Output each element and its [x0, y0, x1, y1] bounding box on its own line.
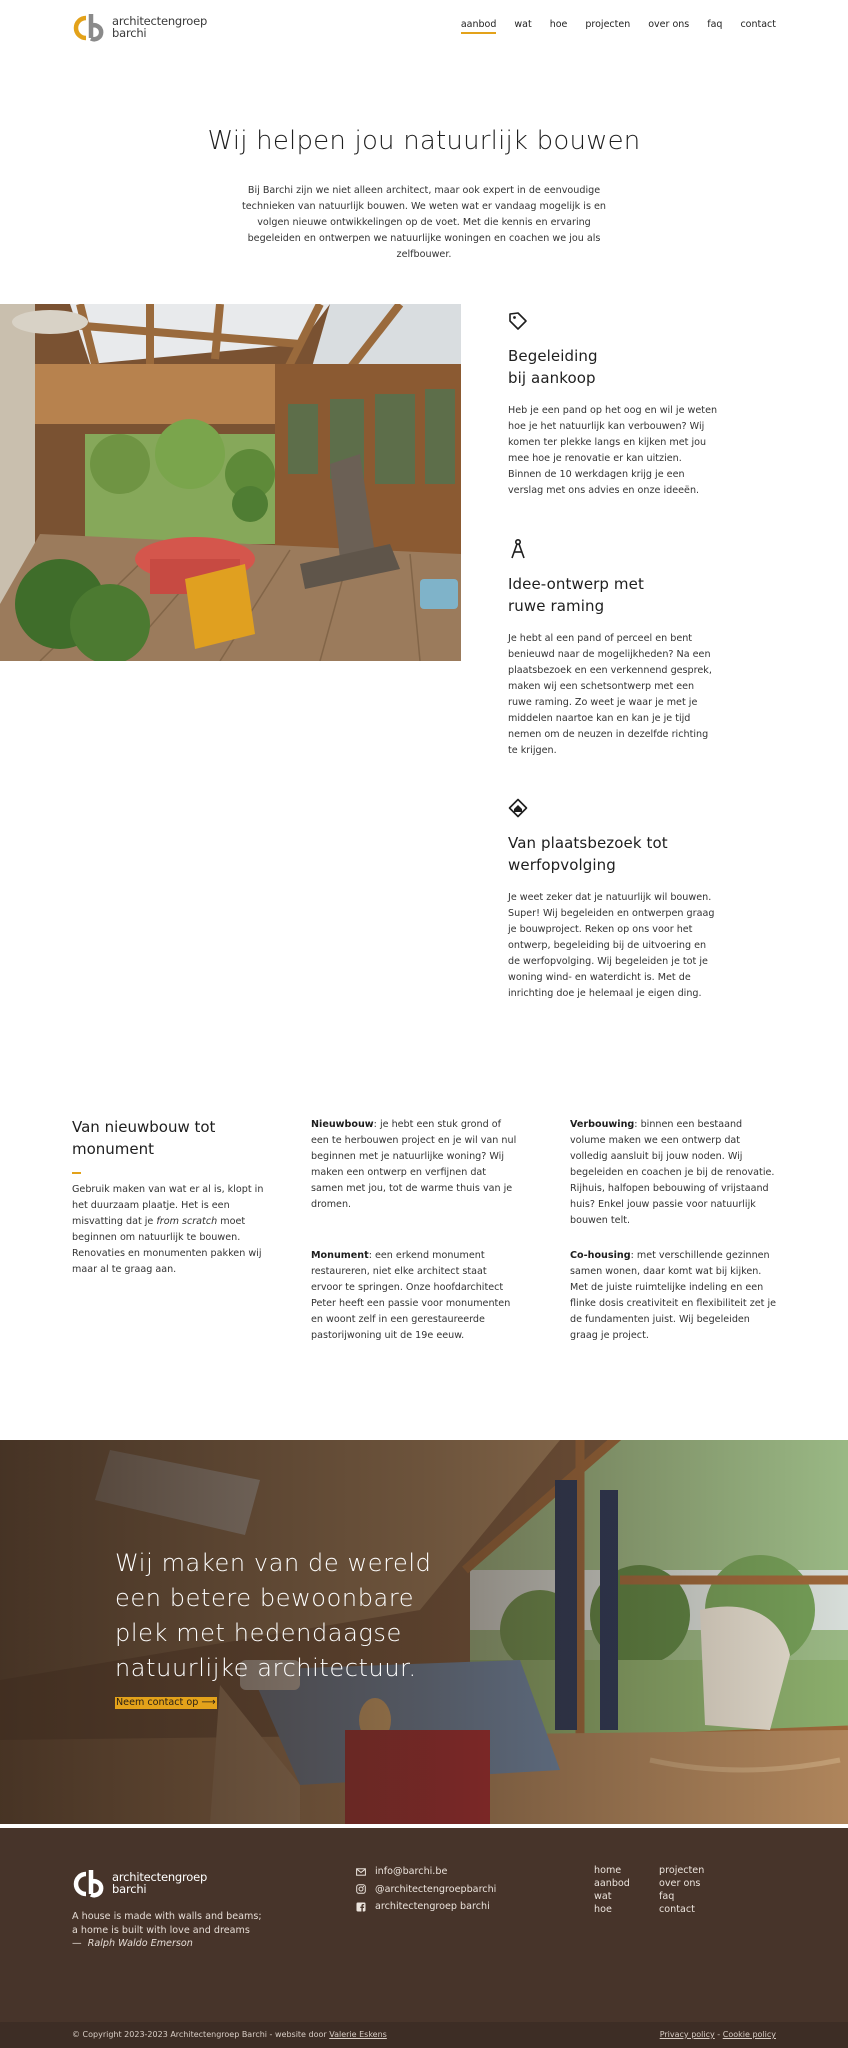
footer-links-col-2 [659, 1864, 704, 1916]
feature-text: Heb je een pand op het oog en wil je weten hoe je het natuurlijk kan verbouwen? Wij komen ter plekke langs en kijken met jou mee hoe je renovatie er kan uitzien. Binnen de 10 werkdagen krijg je een verslag met ons advies en onze ideeën. [508, 405, 718, 496]
banner-title [115, 1546, 455, 1686]
quote-author: Ralph Waldo Emerson [87, 1938, 193, 1949]
logo-mark-icon [72, 12, 105, 42]
footer-link-over-ons[interactable]: over ons [659, 1878, 701, 1889]
quote-line: a home is built with love and dreams [72, 1924, 250, 1936]
verbouwing-item [570, 1117, 778, 1229]
house-diamond-icon [508, 797, 528, 819]
co-housing-item [570, 1248, 778, 1344]
feature-title-line: ruwe raming [508, 597, 605, 615]
conservatory-photo [0, 304, 461, 661]
footer-links-col-1 [594, 1864, 630, 1916]
feature-title-line: Van plaatsbezoek tot [508, 834, 668, 852]
item-term: Nieuwbouw [311, 1119, 374, 1130]
nav-hoe[interactable]: hoe [549, 19, 568, 30]
main-nav [443, 19, 776, 34]
item-term: Verbouwing [570, 1119, 635, 1130]
quote-attribution [72, 1937, 292, 1951]
item-text: : een erkend monument restaureren, niet elke architect staat ervoor te springen. Onze hoofdarchitect Peter heeft een passie voor monumenten en woont zelf in een gerestaureerde pastorijwoning uit de 19e eeuw. [311, 1250, 511, 1341]
logo-line-2: barchi [112, 1882, 147, 1896]
nav-projecten[interactable]: projecten [585, 19, 631, 30]
section-intro [72, 1182, 272, 1278]
feature-text: Je weet zeker dat je natuurlijk wil bouwen. Super! Wij begeleiden en ontwerpen graag je bouwproject. Reken op ons voor het ontwerp, begeleiding bij de uitvoering en de werfopvolging. Wij begeleiden je tot je woning wind- en waterdicht is. Met de inrichting doe je helemaal je eigen ding. [508, 892, 715, 999]
facebook-icon [356, 1902, 366, 1912]
compass-icon [508, 538, 528, 560]
footer-link-hoe[interactable]: hoe [594, 1904, 612, 1915]
item-term: Monument [311, 1250, 369, 1261]
feature-title [508, 573, 718, 617]
feature-title [508, 345, 718, 389]
feature-title-line: Begeleiding [508, 347, 598, 365]
instagram-link[interactable] [356, 1881, 496, 1899]
nav-contact[interactable]: contact [740, 19, 776, 30]
quote-line: A house is made with walls and beams; [72, 1911, 262, 1922]
banner-title-line: een betere bewoonbare [115, 1584, 415, 1612]
logo-text [112, 15, 207, 39]
monument-item [311, 1248, 519, 1344]
feature-begeleiding [508, 310, 718, 499]
instagram-text: @architectengroepbarchi [375, 1883, 497, 1895]
banner-title-line: plek met hedendaagse [115, 1619, 402, 1647]
nav-over-ons[interactable]: over ons [648, 19, 690, 30]
banner-title-line: Wij maken van de wereld [115, 1549, 432, 1577]
feature-title-line: Idee-ontwerp met [508, 575, 644, 593]
instagram-icon [356, 1884, 366, 1894]
facebook-text: architectengroep barchi [375, 1901, 490, 1913]
copyright-text: © Copyright 2023-2023 Architectengroep Barchi - website door [72, 2030, 330, 2039]
nav-wat[interactable]: wat [514, 19, 532, 30]
feature-title-line: werfopvolging [508, 856, 616, 874]
nav-faq[interactable]: faq [707, 19, 723, 30]
hero-intro: Bij Barchi zijn we niet alleen architect, maar ook expert in de eenvoudige technieken van natuurlijk bouwen. We weten wat er vandaag mogelijk is en volgen nieuwe ontwikkelingen op de voet. Met die kennis en ervaring begeleiden en ontwerpen we natuurlijke woningen en coachen we jou als zelfbouwer. [242, 185, 606, 260]
section-title-nieuwbouw [72, 1116, 272, 1160]
email-text: info@barchi.be [375, 1866, 448, 1878]
quote-dash: — [72, 1938, 82, 1949]
copyright [72, 2030, 387, 2039]
feature-idee-ontwerp [508, 538, 718, 759]
accent-bar [72, 1172, 81, 1174]
legal-separator: - [714, 2030, 723, 2039]
footer-logo-text [112, 1871, 207, 1895]
cta-label: Neem contact op [116, 1697, 199, 1708]
banner-title-line: natuurlijke architectuur. [115, 1654, 417, 1682]
item-text: : je hebt een stuk grond of een te herbouwen project en je wil van nul beginnen met je natuurlijke woning? Wij maken een ontwerp en verfijnen dat samen met jou, tot de warme thuis van je dromen. [311, 1119, 517, 1210]
logo[interactable] [72, 12, 207, 42]
intro-emphasis: from scratch [156, 1216, 218, 1227]
footer-quote [72, 1910, 292, 1951]
footer-link-home[interactable]: home [594, 1865, 622, 1876]
section-title-line: monument [72, 1140, 155, 1158]
mail-icon [356, 1867, 366, 1877]
footer-link-wat[interactable]: wat [594, 1891, 612, 1902]
nav-aanbod[interactable]: aanbod [461, 19, 497, 34]
logo-mark-icon [72, 1868, 105, 1898]
facebook-link[interactable] [356, 1898, 496, 1916]
contact-cta-link[interactable] [115, 1697, 217, 1709]
arrow-right-icon: ⟶ [201, 1697, 216, 1708]
logo-line-1: architectengroep [112, 14, 208, 28]
intro-part: Gebruik maken van wat er al is, klopt in het duurzaam plaatje. Het is een misvatting dat je [72, 1184, 264, 1227]
site-header [0, 0, 848, 52]
item-text: : binnen een bestaand volume maken we een ontwerp dat volledig aansluit bij jouw noden. Wij begeleiden en coachen je bij de renovatie. Rijhuis, halfopen bebouwing of vrijstaand huis? Enkel jouw passie voor natuurlijk bouwen telt. [570, 1119, 775, 1226]
email-link[interactable] [356, 1863, 496, 1881]
feature-text: Je hebt al een pand of perceel en bent benieuwd naar de mogelijkheden? Na een plaatsbezoek en een verkennend gesprek, maken wij een schetsontwerp met een ruwe raming. Zo weet je waar je met je middelen naartoe kan en kan je je tijd nemen om de neuzen in dezelfde richting te krijgen. [508, 633, 712, 756]
feature-title [508, 832, 718, 876]
feature-plaatsbezoek [508, 797, 718, 1002]
nieuwbouw-item [311, 1117, 519, 1213]
footer-link-faq[interactable]: faq [659, 1891, 675, 1902]
section-title-line: Van nieuwbouw tot [72, 1118, 216, 1136]
feature-title-line: bij aankoop [508, 369, 596, 387]
footer-logo[interactable] [72, 1868, 207, 1898]
footer-link-projecten[interactable]: projecten [659, 1865, 705, 1876]
intro-part: moet beginnen om natuurlijk te bouwen. Renovaties en monumenten pakken wij maar al te graag aan. [72, 1216, 262, 1275]
item-term: Co-housing [570, 1250, 631, 1261]
cookie-policy-link[interactable]: Cookie policy [722, 2030, 776, 2039]
credit-link[interactable]: Valerie Eskens [329, 2030, 387, 2039]
page-title: Wij helpen jou natuurlijk bouwen [207, 126, 641, 156]
footer-contact [356, 1863, 496, 1916]
footer-link-contact[interactable]: contact [659, 1904, 695, 1915]
logo-line-2: barchi [112, 26, 147, 40]
privacy-policy-link[interactable]: Privacy policy [659, 2030, 715, 2039]
legal-links [660, 2030, 776, 2039]
logo-line-1: architectengroep [112, 1870, 208, 1884]
tag-icon [508, 310, 528, 332]
item-text: : met verschillende gezinnen samen wonen, daar komt wat bij kijken. Met de juiste ruimtelijke indeling en een flinke dosis creativiteit en flexibiliteit zet je de fundamenten juist. Wij begeleiden graag je project. [570, 1250, 777, 1341]
footer-link-aanbod[interactable]: aanbod [594, 1878, 630, 1889]
